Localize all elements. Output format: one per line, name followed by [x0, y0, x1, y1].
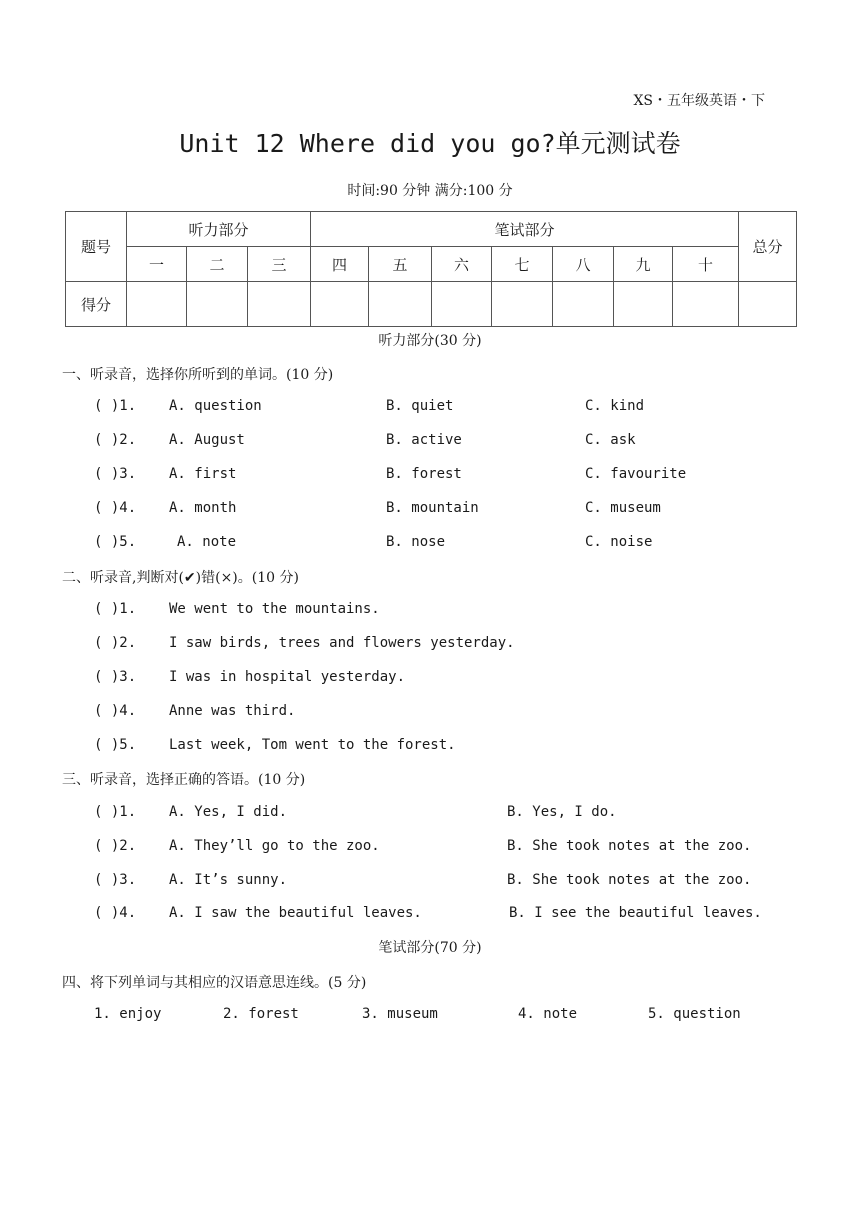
question-number-label: 题号	[66, 212, 127, 282]
score-label: 得分	[66, 282, 127, 327]
option-b: B. She took notes at the zoo.	[507, 872, 752, 888]
numeral-cell: 二	[187, 247, 248, 282]
option-a: A. month	[169, 500, 237, 516]
match-word[interactable]: 3. museum	[362, 1006, 438, 1022]
numeral-cell: 五	[369, 247, 432, 282]
option-b: B. quiet	[386, 398, 454, 414]
option-c: C. favourite	[585, 466, 687, 482]
option-a: A. It’s sunny.	[169, 872, 288, 888]
option-a: A. Yes, I did.	[169, 804, 288, 820]
option-b: B. She took notes at the zoo.	[507, 838, 752, 854]
numeral-cell: 八	[553, 247, 614, 282]
score-cell[interactable]	[492, 282, 553, 327]
score-cell[interactable]	[369, 282, 432, 327]
answer-blank[interactable]: ( )3.	[94, 872, 137, 888]
score-cell[interactable]	[432, 282, 492, 327]
score-cell[interactable]	[248, 282, 311, 327]
numeral-cell: 一	[127, 247, 187, 282]
score-cell[interactable]	[553, 282, 614, 327]
option-b: B. forest	[386, 466, 462, 482]
answer-blank[interactable]: ( )4.	[94, 905, 137, 921]
option-c: C. museum	[585, 500, 661, 516]
statement: I was in hospital yesterday.	[169, 669, 406, 685]
answer-blank[interactable]: ( )3.	[94, 669, 137, 685]
match-word[interactable]: 1. enjoy	[94, 1006, 162, 1022]
numeral-cell: 九	[614, 247, 673, 282]
answer-blank[interactable]: ( )1.	[94, 601, 137, 617]
answer-blank[interactable]: ( )2.	[94, 432, 137, 448]
page-title: Unit 12 Where did you go?单元测试卷	[179, 129, 681, 158]
match-word[interactable]: 4. note	[518, 1006, 578, 1022]
numeral-cell: 七	[492, 247, 553, 282]
option-a: A. August	[169, 432, 245, 448]
listening-label: 听力部分	[127, 212, 311, 247]
score-cell[interactable]	[187, 282, 248, 327]
numeral-cell: 六	[432, 247, 492, 282]
option-a: A. They’ll go to the zoo.	[169, 838, 380, 854]
part1-title: 一、听录音，选择你所听到的单词。(10 分)	[62, 367, 334, 383]
option-a: A. note	[177, 534, 237, 550]
answer-blank[interactable]: ( )5.	[94, 534, 137, 550]
option-b: B. I see the beautiful leaves.	[509, 905, 762, 921]
option-b: B. mountain	[386, 500, 479, 516]
answer-blank[interactable]: ( )3.	[94, 466, 137, 482]
option-a: A. question	[169, 398, 262, 414]
score-cell[interactable]	[673, 282, 739, 327]
option-b: B. nose	[386, 534, 446, 550]
score-table	[65, 211, 797, 327]
score-cell[interactable]	[311, 282, 369, 327]
answer-blank[interactable]: ( )5.	[94, 737, 137, 753]
header-tag: XS・五年级英语・下	[633, 93, 765, 109]
answer-blank[interactable]: ( )4.	[94, 703, 137, 719]
statement: Last week, Tom went to the forest.	[169, 737, 456, 753]
statement: I saw birds, trees and flowers yesterday.	[169, 635, 515, 651]
part2-title: 二、听录音,判断对(✔)错(×)。(10 分)	[62, 570, 299, 586]
statement: Anne was third.	[169, 703, 296, 719]
writing-heading: 笔试部分(70 分)	[378, 940, 482, 956]
part4-title: 四、将下列单词与其相应的汉语意思连线。(5 分)	[62, 975, 367, 991]
writing-label: 笔试部分	[311, 212, 739, 247]
option-a: A. I saw the beautiful leaves.	[169, 905, 422, 921]
answer-blank[interactable]: ( )1.	[94, 398, 137, 414]
numeral-cell: 十	[673, 247, 739, 282]
match-word[interactable]: 2. forest	[223, 1006, 299, 1022]
score-cell[interactable]	[127, 282, 187, 327]
score-cell[interactable]	[614, 282, 673, 327]
statement: We went to the mountains.	[169, 601, 380, 617]
time-info: 时间:90 分钟 满分:100 分	[347, 183, 513, 199]
score-cell[interactable]	[739, 282, 797, 327]
answer-blank[interactable]: ( )2.	[94, 635, 137, 651]
option-b: B. Yes, I do.	[507, 804, 617, 820]
total-label: 总分	[739, 212, 797, 282]
numeral-cell: 三	[248, 247, 311, 282]
option-a: A. first	[169, 466, 237, 482]
match-word[interactable]: 5. question	[648, 1006, 741, 1022]
option-c: C. kind	[585, 398, 645, 414]
option-b: B. active	[386, 432, 462, 448]
numeral-cell: 四	[311, 247, 369, 282]
option-c: C. noise	[585, 534, 653, 550]
answer-blank[interactable]: ( )4.	[94, 500, 137, 516]
part3-title: 三、听录音，选择正确的答语。(10 分)	[62, 772, 306, 788]
answer-blank[interactable]: ( )1.	[94, 804, 137, 820]
answer-blank[interactable]: ( )2.	[94, 838, 137, 854]
listening-heading: 听力部分(30 分)	[378, 333, 482, 349]
option-c: C. ask	[585, 432, 636, 448]
